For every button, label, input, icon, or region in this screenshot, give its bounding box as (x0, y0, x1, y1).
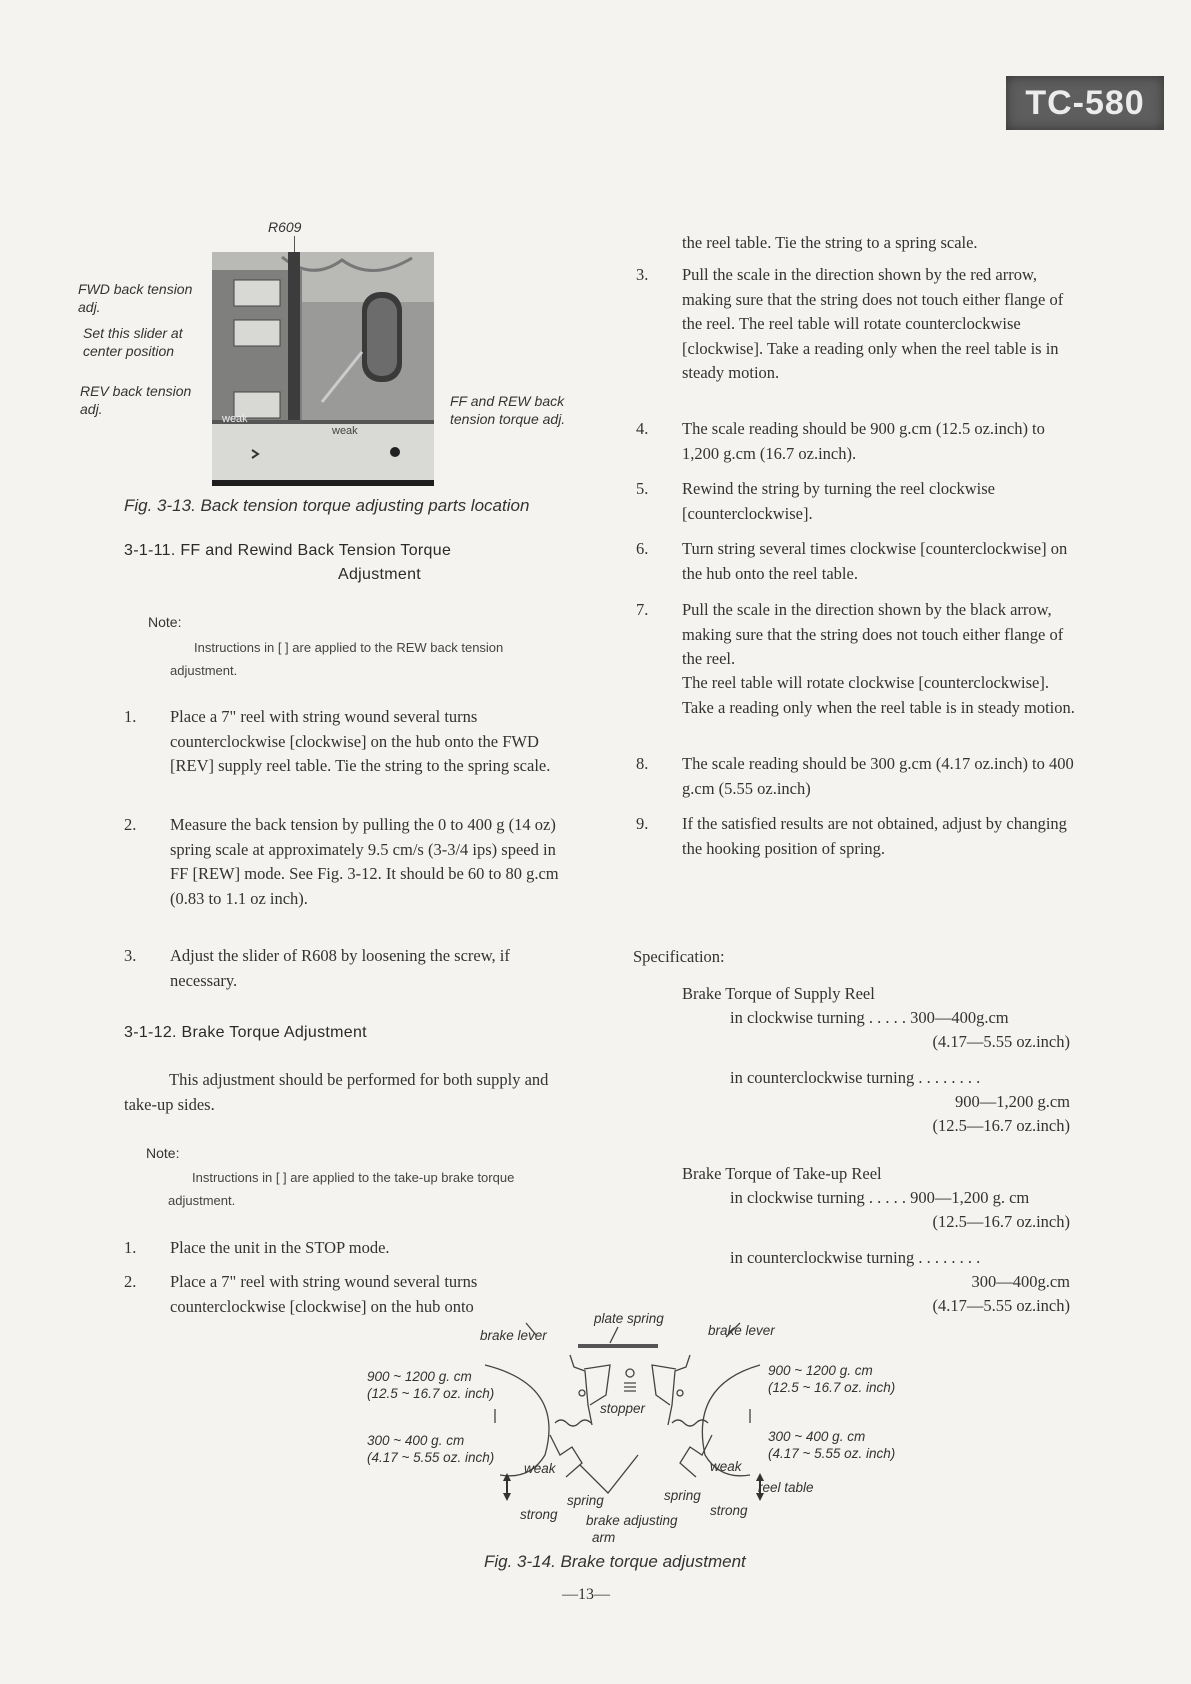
step-text: Pull the scale in the direction shown by the black arrow, making sure that the string does not touch either flange of the reel. (682, 600, 1064, 668)
label-strong-left: strong (520, 1507, 558, 1522)
step-number: 2. (124, 1272, 137, 1291)
continuation-text: the reel table. Tie the string to a spring scale. (682, 233, 978, 252)
label-spring-right: spring (664, 1488, 701, 1503)
label-left-low-torque-inch: (4.17 ~ 5.55 oz. inch) (367, 1450, 495, 1465)
step-item (124, 705, 564, 795)
label-rev-back-tension: REV back tension adj. (80, 383, 192, 417)
photo-weak-label-left: weak (222, 413, 248, 425)
section-3-1-11-title-line2: Adjustment (338, 566, 422, 583)
label-brake-lever-right: brake lever (708, 1323, 775, 1338)
step-item (124, 1236, 564, 1262)
step-item (636, 671, 1076, 745)
label-strong-right: strong (710, 1503, 748, 1518)
step-item (636, 537, 1076, 587)
step-text: The scale reading should be 300 g.cm (4.17 oz.inch) to 400 g.cm (5.55 oz.inch) (682, 754, 1074, 798)
step-number: 7. (636, 600, 649, 619)
back-tension-photo (212, 252, 434, 486)
label-weak-left: weak (524, 1461, 556, 1476)
step-number: 5. (636, 479, 649, 498)
step-text: Place a 7" reel with string wound several turns counterclockwise [clockwise] on the hub onto the FWD [REV] supply reel table. Tie the string to the spring scale. (170, 707, 551, 775)
supply-ccw-unit: (12.5—16.7 oz.inch) (932, 1116, 1070, 1135)
step-number: 3. (124, 946, 137, 965)
page-number: —13— (562, 1586, 610, 1603)
label-right-low-torque: 300 ~ 400 g. cm (768, 1429, 866, 1444)
step-number: 6. (636, 539, 649, 558)
label-stopper: stopper (600, 1401, 646, 1416)
model-badge: TC-580 (1006, 76, 1164, 130)
section-3-1-12-title: 3-1-12. Brake Torque Adjustment (124, 1024, 367, 1041)
label-brake-adjusting-arm-2: arm (592, 1530, 616, 1545)
step-item (124, 944, 564, 994)
step-text: Measure the back tension by pulling the 0 to 400 g (14 oz) spring scale at approximately 9.5 cm/s (3-3/4 ips) speed in FF [REW] mode. See Fig. 3-12. It should be 60 to 80 g.cm (0.83 to 1.1 oz inch). (170, 815, 559, 908)
step-number: 4. (636, 419, 649, 438)
photo-illustration (212, 252, 434, 486)
label-left-high-torque: 900 ~ 1200 g. cm (367, 1369, 472, 1384)
label-plate-spring: plate spring (594, 1311, 664, 1326)
step-text: Turn string several times clockwise [counterclockwise] on the hub onto the reel table. (682, 539, 1068, 583)
takeup-reel-title: Brake Torque of Take-up Reel (682, 1164, 882, 1183)
step-number: 1. (124, 707, 137, 726)
label-right-high-torque-inch: (12.5 ~ 16.7 oz. inch) (768, 1380, 896, 1395)
takeup-ccw-line: in counterclockwise turning . . . . . . . . (730, 1248, 981, 1267)
label-brake-adjusting-arm: brake adjusting (586, 1513, 678, 1528)
step-item (636, 598, 1076, 672)
step-item (636, 263, 1076, 393)
step-number: 8. (636, 754, 649, 773)
fig-3-14-caption: Fig. 3-14. Brake torque adjustment (484, 1552, 746, 1571)
step-item (636, 752, 1076, 802)
photo-weak-label-right: weak (332, 425, 358, 437)
fig-3-13-caption: Fig. 3-13. Back tension torque adjusting parts location (124, 496, 530, 515)
label-left-low-torque: 300 ~ 400 g. cm (367, 1433, 465, 1448)
label-right-low-torque-inch: (4.17 ~ 5.55 oz. inch) (768, 1446, 896, 1461)
note-label: Note: (148, 614, 182, 630)
supply-ccw-value: 900—1,200 g.cm (954, 1092, 1070, 1111)
step-number: 2. (124, 815, 137, 834)
supply-ccw-line: in counterclockwise turning . . . . . . . . (730, 1068, 981, 1087)
label-left-high-torque-inch: (12.5 ~ 16.7 oz. inch) (367, 1386, 495, 1401)
step-text: Rewind the string by turning the reel clockwise [counterclockwise]. (682, 479, 995, 523)
note-text: Instructions in [ ] are applied to the REW back tension adjustment. (170, 640, 504, 678)
label-ff-rew-back-tension: FF and REW back tension torque adj. (450, 393, 566, 427)
step-text: Place a 7" reel with string wound several turns counterclockwise [clockwise] on the hub onto (170, 1272, 478, 1316)
label-r609: R609 (268, 219, 302, 235)
step-text: The scale reading should be 900 g.cm (12.5 oz.inch) to 1,200 g.cm (16.7 oz.inch). (682, 419, 1045, 463)
section-3-1-11-title-line1: 3-1-11. FF and Rewind Back Tension Torque (124, 542, 452, 559)
step-item (636, 417, 1076, 467)
label-right-high-torque: 900 ~ 1200 g. cm (768, 1363, 873, 1378)
step-text: Pull the scale in the direction shown by the red arrow, making sure that the string does not touch either flange of the reel. The reel table will rotate counterclockwise [clockwise]. Take a reading only when the reel table is in steady motion. (682, 265, 1064, 382)
label-set-slider: Set this slider at center position (83, 325, 183, 359)
step-number: 1. (124, 1238, 137, 1257)
label-brake-lever-left: brake lever (480, 1328, 547, 1343)
step-text: If the satisfied results are not obtained, adjust by changing the hooking position of spring. (682, 814, 1067, 858)
section-3-1-12-intro: This adjustment should be performed for both supply and take-up sides. (124, 1070, 549, 1114)
step-text: The reel table will rotate clockwise [counterclockwise]. Take a reading only when the reel table is in steady motion. (682, 673, 1075, 717)
label-fwd-back-tension: FWD back tension adj. (78, 281, 193, 315)
step-number: 3. (636, 265, 649, 284)
takeup-cw-unit: (12.5—16.7 oz.inch) (932, 1212, 1070, 1231)
takeup-ccw-value: 300—400g.cm (971, 1272, 1070, 1291)
label-reel-table: reel table (758, 1480, 814, 1495)
takeup-ccw-unit: (4.17—5.55 oz.inch) (932, 1296, 1070, 1315)
takeup-cw-line: in clockwise turning . . . . . 900—1,200 g. cm (730, 1188, 1030, 1207)
step-item (636, 812, 1076, 862)
step-number: 9. (636, 814, 649, 833)
step-item (124, 813, 564, 923)
supply-cw-unit: (4.17—5.55 oz.inch) (932, 1032, 1070, 1051)
step-item (636, 477, 1076, 527)
step-text: Place the unit in the STOP mode. (170, 1238, 390, 1257)
brake-diagram (360, 1305, 940, 1545)
note-text: Instructions in [ ] are applied to the take-up brake torque adjustment. (168, 1170, 515, 1208)
label-spring-left: spring (567, 1493, 604, 1508)
spec-label: Specification: (633, 947, 725, 966)
supply-cw-line: in clockwise turning . . . . . 300—400g.cm (730, 1008, 1009, 1027)
note-label: Note: (146, 1145, 180, 1161)
supply-reel-title: Brake Torque of Supply Reel (682, 984, 875, 1003)
step-text: Adjust the slider of R608 by loosening the screw, if necessary. (170, 946, 510, 990)
label-weak-right: weak (710, 1459, 742, 1474)
